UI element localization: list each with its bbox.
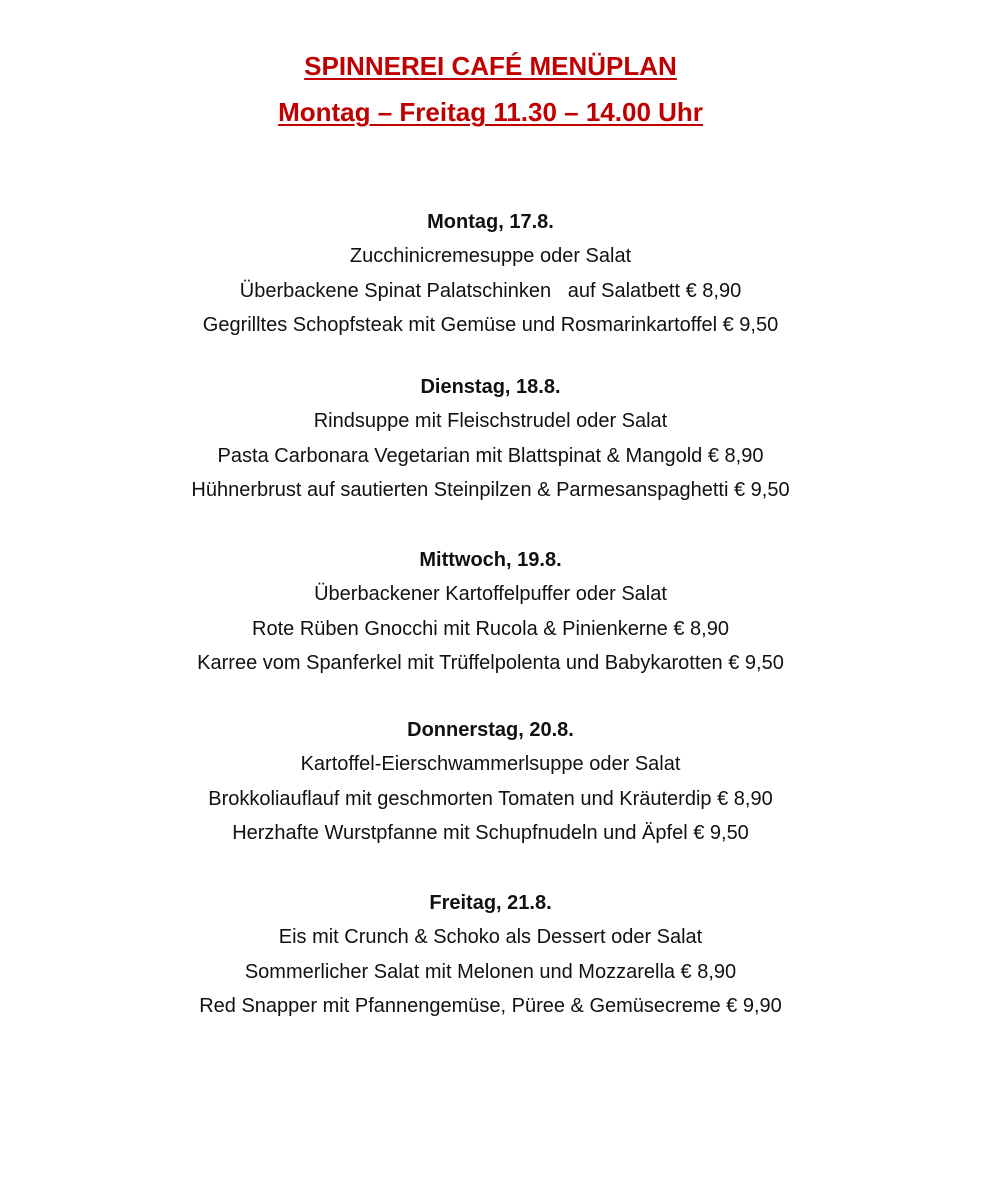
menu-item-soup: Überbackener Kartoffelpuffer oder Salat: [314, 583, 667, 605]
menu-item-main: Karree vom Spanferkel mit Trüffelpolenta und Babykarotten € 9,50: [197, 652, 784, 674]
menu-item-vegetarian: Brokkoliauflauf mit geschmorten Tomaten und Kräuterdip € 8,90: [208, 787, 773, 810]
day-heading: Donnerstag, 20.8.: [407, 719, 574, 741]
menu-item-dessert: Eis mit Crunch & Schoko als Dessert oder Salat: [278, 926, 703, 948]
menu-item-vegetarian: Rote Rüben Gnocchi mit Rucola & Pinienkerne € 8,90: [252, 617, 729, 640]
menu-item-soup: Rindsuppe mit Fleischstrudel oder Salat: [313, 410, 668, 432]
menu-item-vegetarian: Sommerlicher Salat mit Melonen und Mozzarella € 8,90: [244, 960, 737, 983]
menu-item-main: Gegrilltes Schopfsteak mit Gemüse und Rosmarinkartoffel € 9,50: [202, 314, 779, 336]
day-section-monday: [0, 209, 981, 347]
day-heading: Montag, 17.8.: [427, 211, 554, 233]
menu-item-main: Red Snapper mit Pfannengemüse, Püree & Gemüsecreme € 9,90: [199, 995, 782, 1017]
menu-item-soup: Zucchinicremesuppe oder Salat: [349, 245, 632, 267]
menu-item-main: Hühnerbrust auf sautierten Steinpilzen & Parmesanspaghetti € 9,50: [191, 479, 790, 501]
day-section-friday: [0, 890, 981, 1028]
menu-item-vegetarian: Pasta Carbonara Vegetarian mit Blattspinat & Mangold € 8,90: [217, 444, 764, 467]
day-section-tuesday: [0, 374, 981, 512]
day-heading: Freitag, 21.8.: [429, 892, 552, 914]
opening-hours: Montag – Freitag 11.30 – 14.00 Uhr: [278, 97, 703, 127]
day-section-thursday: [0, 717, 981, 855]
day-heading: Mittwoch, 19.8.: [419, 549, 562, 571]
menu-item-vegetarian: Überbackene Spinat Palatschinken auf Salatbett € 8,90: [239, 279, 742, 302]
menu-item-main: Herzhafte Wurstpfanne mit Schupfnudeln und Äpfel € 9,50: [232, 822, 749, 844]
day-heading: Dienstag, 18.8.: [420, 376, 561, 398]
menu-title: SPINNEREI CAFÉ MENÜPLAN: [304, 51, 677, 81]
menu-item-soup: Kartoffel-Eierschwammerlsuppe oder Salat: [300, 753, 681, 775]
day-section-wednesday: [0, 547, 981, 685]
